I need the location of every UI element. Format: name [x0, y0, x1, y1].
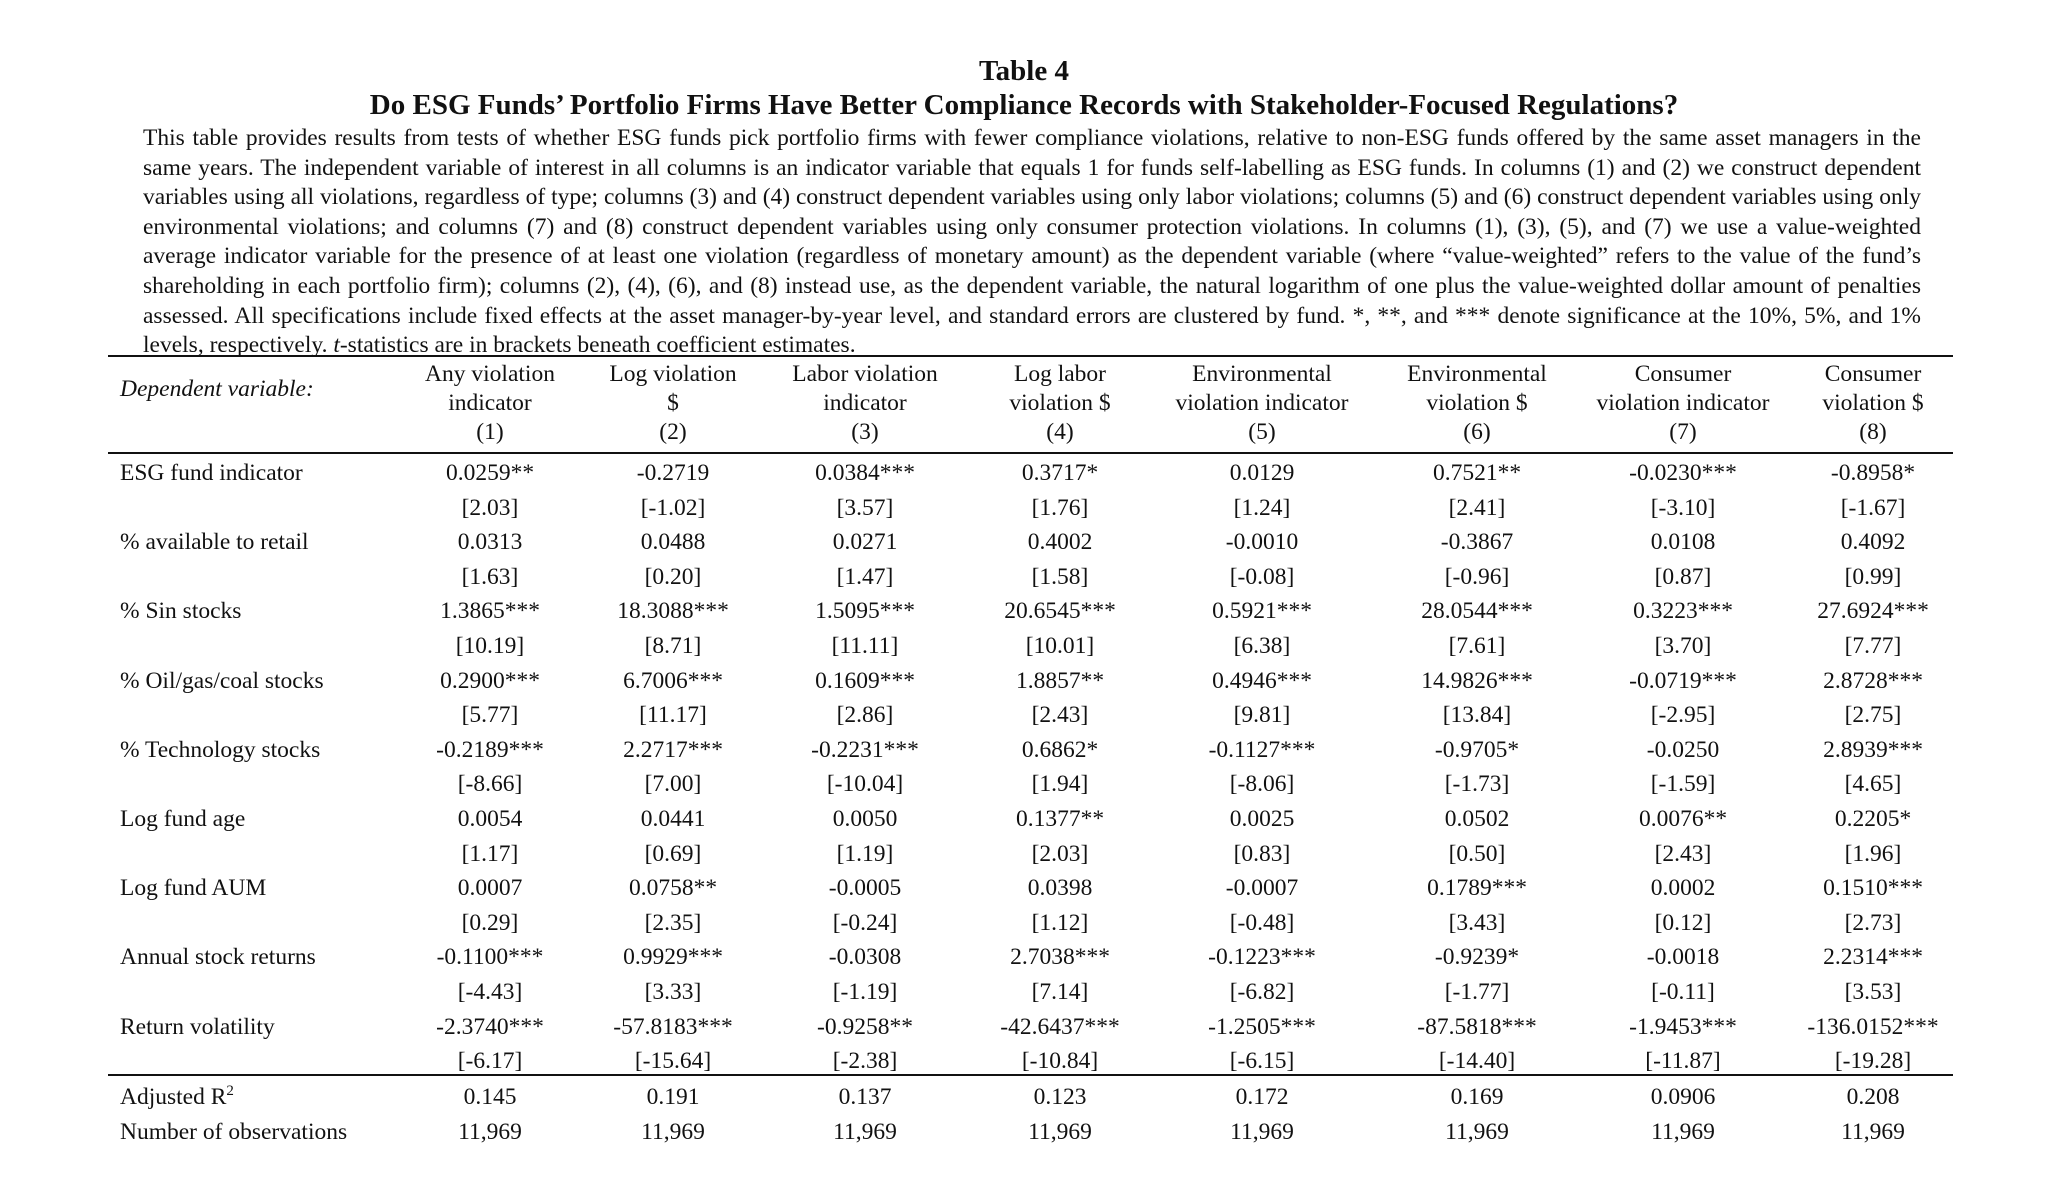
table-number: Table 4 [979, 55, 1069, 87]
table-cell: 0.1510*** [1823, 875, 1923, 902]
row-label-text: ESG fund indicator [120, 460, 303, 486]
row-label [120, 1010, 275, 1045]
table-cell: [2.73] [1844, 909, 1902, 936]
row-label [120, 456, 303, 491]
table-cell: -0.0010 [1225, 529, 1299, 556]
table-cell: 0.3717* [1021, 460, 1099, 486]
table-cell: [11.17] [639, 702, 707, 729]
table-cell: [0.87] [1654, 563, 1712, 590]
table-cell: 0.191 [646, 1084, 700, 1110]
row-label-text: % Technology stocks [120, 736, 321, 763]
table-cell: -0.0018 [1646, 944, 1720, 971]
table-cell: -0.1127*** [1208, 736, 1316, 763]
tstat-row [0, 1044, 1912, 1079]
coef-row [0, 1010, 1939, 1045]
table-cell: [7.77] [1844, 633, 1902, 659]
table-cell: 0.208 [1846, 1084, 1900, 1110]
table-cell: [1.12] [1031, 909, 1089, 936]
table-cell: 1.3865*** [440, 598, 540, 625]
table-cell: -0.9239* [1434, 944, 1520, 971]
table-cell: 0.0398 [1027, 875, 1093, 902]
table-cell: [-8.06] [1229, 771, 1295, 798]
caption-text-2: -statistics are in brackets beneath coefficient estimates. [339, 332, 856, 359]
column-header-num: (7) [1669, 419, 1697, 445]
coef-row [0, 940, 1923, 975]
dependent-variable-label: Dependent variable: [120, 376, 314, 402]
table-cell: 0.0002 [1650, 875, 1716, 902]
row-label [120, 1080, 234, 1115]
table-cell: [-2.95] [1650, 702, 1716, 729]
table-cell: -0.2719 [636, 460, 710, 486]
table-cell: 0.137 [838, 1084, 892, 1110]
top-rule [108, 355, 1953, 357]
table-cell: 0.0488 [640, 529, 706, 556]
table-cell: 0.0502 [1444, 806, 1510, 832]
table-cell: 0.172 [1235, 1084, 1289, 1110]
table-cell: 27.6924*** [1817, 598, 1929, 625]
row-label [120, 940, 316, 975]
table-cell: 20.6545*** [1004, 598, 1116, 625]
table-cell: 0.4946*** [1212, 667, 1312, 694]
column-header-5 [1152, 360, 1372, 447]
table-cell: 0.1789*** [1427, 875, 1527, 902]
footer-row [0, 1115, 1905, 1150]
table-cell: 2.8728*** [1823, 667, 1923, 694]
row-label-text: % available to retail [120, 529, 309, 556]
table-cell: 0.1377** [1015, 806, 1105, 832]
table-cell: 0.0050 [832, 806, 898, 832]
tstat-row [0, 698, 1902, 733]
table-cell: [-14.40] [1438, 1048, 1516, 1075]
table-cell: -1.9453*** [1629, 1013, 1737, 1040]
table-cell: [7.00] [644, 771, 702, 798]
column-header-line1: Any violation [425, 361, 555, 387]
column-header-line1: Log violation [609, 361, 737, 387]
table-cell: -0.0308 [828, 944, 902, 971]
table-cell: [-0.48] [1229, 909, 1295, 936]
table-cell: 11,969 [641, 1118, 705, 1145]
table-cell: [10.01] [1025, 633, 1095, 659]
column-header-4 [950, 360, 1170, 447]
table-cell: 0.0313 [457, 529, 523, 556]
table-cell: [3.53] [1844, 979, 1902, 1005]
table-cell: -0.0230*** [1629, 460, 1737, 486]
table-cell: [10.19] [455, 633, 525, 659]
row-label [120, 594, 241, 629]
table-cell: 0.3223*** [1633, 598, 1733, 625]
column-header-line2: violation indicator [1175, 390, 1349, 416]
coef-row [0, 664, 1923, 699]
table-cell: 1.8857** [1015, 667, 1105, 694]
table-cell: [1.94] [1031, 771, 1089, 798]
column-header-line2: violation $ [1009, 390, 1111, 416]
table-cell: -136.0152*** [1807, 1013, 1939, 1040]
coef-row [0, 871, 1923, 906]
table-cell: [7.61] [1448, 633, 1506, 659]
column-header-line2: $ [667, 390, 679, 416]
column-header-num: (2) [659, 419, 687, 445]
table-cell: -0.3867 [1440, 529, 1514, 556]
table-caption [143, 124, 1921, 361]
table-cell: [-1.19] [832, 979, 898, 1005]
table-cell: -0.1100*** [436, 944, 544, 971]
table-cell: -0.9258** [817, 1013, 913, 1040]
table-cell: 0.0007 [457, 875, 523, 902]
row-label [120, 802, 245, 837]
row-label-text: % Oil/gas/coal stocks [120, 667, 324, 694]
table-cell: 11,969 [1230, 1118, 1294, 1145]
table-cell: [-19.28] [1834, 1048, 1912, 1075]
tstat-row [0, 767, 1902, 802]
table-cell: [1.17] [461, 840, 519, 867]
table-cell: [2.35] [644, 909, 702, 936]
table-cell: [9.81] [1233, 702, 1291, 729]
table-cell: [1.58] [1031, 563, 1089, 590]
table-cell: [-2.38] [832, 1048, 898, 1075]
table-cell: [3.57] [836, 494, 894, 521]
column-header-num: (8) [1859, 419, 1887, 445]
table-cell: 11,969 [1445, 1118, 1509, 1145]
table-cell: 6.7006*** [623, 667, 723, 694]
column-header-line1: Consumer [1634, 361, 1732, 387]
table-cell: -57.8183*** [613, 1013, 733, 1040]
table-cell: [-1.67] [1840, 494, 1906, 521]
table-cell: 0.0076** [1638, 806, 1728, 832]
table-cell: [8.71] [644, 633, 702, 659]
column-header-3 [755, 360, 975, 447]
table-cell: 0.4002 [1027, 529, 1093, 556]
table-cell: [1.24] [1233, 494, 1291, 521]
table-title: Do ESG Funds’ Portfolio Firms Have Better Compliance Records with Stakeholder-Focused Regulations? [369, 89, 1679, 121]
column-header-line1: Log labor [1013, 361, 1106, 387]
table-cell: [-10.84] [1021, 1048, 1099, 1075]
coef-row [0, 594, 1929, 629]
column-header-7 [1573, 360, 1793, 447]
table-cell: [-6.82] [1229, 979, 1295, 1005]
table-cell: [-1.73] [1444, 771, 1510, 798]
table-cell: [3.33] [644, 979, 702, 1005]
coef-row [0, 733, 1923, 768]
table-cell: -42.6437*** [1000, 1013, 1120, 1040]
column-header-line1: Labor violation [792, 361, 938, 387]
table-cell: 14.9826*** [1421, 667, 1533, 694]
table-cell: 0.0384*** [815, 460, 915, 486]
column-header-line2: indicator [823, 390, 907, 416]
column-header-line2: indicator [448, 390, 532, 416]
table-cell: -87.5818*** [1417, 1013, 1537, 1040]
table-cell: [11.11] [831, 633, 899, 659]
table-cell: 0.0054 [457, 806, 523, 832]
tstat-row [0, 975, 1902, 1010]
row-label [120, 1115, 347, 1150]
column-header-line1: Environmental [1407, 361, 1547, 387]
table-cell: [2.43] [1654, 840, 1712, 867]
column-header-8 [1763, 360, 1983, 447]
table-cell: 0.0108 [1650, 529, 1716, 556]
column-header-line2: violation $ [1822, 390, 1924, 416]
table-cell: 0.0441 [640, 806, 706, 832]
column-header-line2: violation indicator [1596, 390, 1770, 416]
table-cell: 11,969 [833, 1118, 897, 1145]
table-cell: 11,969 [1028, 1118, 1092, 1145]
footer-row [0, 1080, 1900, 1115]
table-cell: 0.0271 [832, 529, 898, 556]
table-cell: [2.03] [1031, 840, 1089, 867]
coef-row [0, 802, 1912, 837]
table-cell: [3.70] [1654, 633, 1712, 659]
row-label-text: Number of observations [120, 1118, 348, 1145]
table-cell: 11,969 [458, 1118, 522, 1145]
table-cell: 2.7038*** [1010, 944, 1110, 971]
table-cell: [1.96] [1844, 840, 1902, 867]
table-cell: [2.41] [1448, 494, 1506, 521]
tstat-row [0, 629, 1902, 664]
column-header-line1: Environmental [1192, 361, 1332, 387]
row-label-text: Adjusted R [120, 1084, 227, 1110]
table-cell: 0.5921*** [1212, 598, 1312, 625]
table-cell: 0.2205* [1834, 806, 1912, 832]
row-label-text: Return volatility [120, 1013, 275, 1040]
table-cell: 0.123 [1033, 1084, 1087, 1110]
row-label-text: Log fund age [120, 806, 246, 832]
table-cell: -0.2231*** [811, 736, 919, 763]
table-cell: 0.1609*** [815, 667, 915, 694]
table-cell: [-4.43] [457, 979, 523, 1005]
table-cell: [-0.24] [832, 909, 898, 936]
table-cell: 0.0906 [1650, 1084, 1716, 1110]
table-cell: -0.0719*** [1629, 667, 1737, 694]
table-cell: 0.145 [463, 1084, 517, 1110]
table-cell: [2.03] [461, 494, 519, 521]
table-cell: -0.0005 [828, 875, 902, 902]
table-cell: -0.9705* [1434, 736, 1520, 763]
table-cell: [-6.17] [457, 1048, 523, 1075]
table-cell: [0.99] [1844, 563, 1902, 590]
tstat-row [0, 837, 1902, 872]
table-cell: [6.38] [1233, 633, 1291, 659]
table-cell: -0.0007 [1225, 875, 1299, 902]
header-rule [108, 452, 1953, 454]
coef-row [0, 525, 1906, 560]
table-cell: -0.8958* [1830, 460, 1916, 486]
table-cell: 0.0259** [445, 460, 535, 486]
tstat-row [0, 560, 1902, 595]
table-cell: -2.3740*** [436, 1013, 544, 1040]
column-header-num: (5) [1248, 419, 1276, 445]
table-cell: [0.20] [644, 563, 702, 590]
table-cell: [2.86] [836, 702, 894, 729]
column-header-num: (1) [476, 419, 504, 445]
column-header-6 [1367, 360, 1587, 447]
table-cell: 28.0544*** [1421, 598, 1533, 625]
table-cell: [1.63] [461, 563, 519, 590]
table-cell: -1.2505*** [1208, 1013, 1316, 1040]
column-header-line2: violation $ [1426, 390, 1528, 416]
column-header-num: (6) [1463, 419, 1491, 445]
column-header-2 [563, 360, 783, 447]
table-cell: 0.9929*** [623, 944, 723, 971]
table-cell: 0.0129 [1229, 460, 1295, 486]
table-cell: -0.2189*** [436, 736, 544, 763]
table-cell: 2.8939*** [1823, 736, 1923, 763]
table-cell: [13.84] [1442, 702, 1512, 729]
table-cell: [1.19] [836, 840, 894, 867]
table-cell: [3.43] [1448, 909, 1506, 936]
table-cell: 0.0758** [628, 875, 718, 902]
row-label [120, 525, 309, 560]
table-cell: 11,969 [1841, 1118, 1905, 1145]
table-cell: [-8.66] [457, 771, 523, 798]
table-cell: [1.47] [836, 563, 894, 590]
table-cell: [2.75] [1844, 702, 1902, 729]
coef-row [0, 456, 1916, 491]
row-label-text: Log fund AUM [120, 875, 267, 902]
table-cell: [7.14] [1031, 979, 1089, 1005]
tstat-row [0, 906, 1902, 941]
table-cell: 0.0025 [1229, 806, 1295, 832]
table-cell: [0.29] [461, 909, 519, 936]
tstat-row [0, 491, 1906, 526]
table-cell: [-0.08] [1229, 563, 1295, 590]
row-label-text: % Sin stocks [120, 598, 242, 625]
table-cell: 0.4092 [1840, 529, 1906, 556]
table-cell: [1.76] [1031, 494, 1089, 521]
table-cell: [0.69] [644, 840, 702, 867]
table-cell: [0.50] [1448, 840, 1506, 867]
row-label-text: Annual stock returns [120, 944, 316, 971]
table-cell: [-1.77] [1444, 979, 1510, 1005]
table-cell: [-0.11] [1651, 979, 1715, 1005]
table-cell: -0.1223*** [1208, 944, 1316, 971]
table-cell: [-1.02] [640, 494, 706, 521]
table-cell: 2.2717*** [623, 736, 723, 763]
row-label [120, 733, 320, 768]
table-cell: 1.5095*** [815, 598, 915, 625]
table-cell: [-10.04] [826, 771, 904, 798]
caption-italic-t: t [333, 332, 340, 359]
table-cell: [2.43] [1031, 702, 1089, 729]
row-label [120, 664, 324, 699]
table-cell: 2.2314*** [1823, 944, 1923, 971]
column-header-line1: Consumer [1824, 361, 1922, 387]
table-cell: [-6.15] [1229, 1048, 1295, 1075]
column-header-num: (4) [1046, 419, 1074, 445]
table-cell: 0.7521** [1432, 460, 1522, 486]
table-cell: [0.12] [1654, 909, 1712, 936]
table-cell: [5.77] [461, 702, 519, 729]
column-header-num: (3) [851, 419, 879, 445]
table-cell: -0.0250 [1646, 736, 1720, 763]
table-cell: [-1.59] [1650, 771, 1716, 798]
table-cell: [-11.87] [1645, 1048, 1721, 1075]
table-cell: 18.3088*** [617, 598, 729, 625]
row-label [120, 871, 266, 906]
table-cell: [-15.64] [634, 1048, 712, 1075]
table-cell: 0.6862* [1021, 736, 1099, 763]
row-label-superscript: 2 [226, 1083, 234, 1100]
table-cell: [0.83] [1233, 840, 1291, 867]
table-cell: 0.169 [1450, 1084, 1504, 1110]
table-cell: [4.65] [1844, 771, 1902, 798]
table-cell: [-3.10] [1650, 494, 1716, 521]
table-cell: [-0.96] [1444, 563, 1510, 590]
table-cell: 0.2900*** [440, 667, 540, 694]
caption-text-1: This table provides results from tests of whether ESG funds pick portfolio firms with fewer compliance violations, relative to non-ESG funds offered by the same asset managers in the same years. The independent variable of interest in all columns is an indicator variable that equals 1 for funds self-labelling as ESG funds. In columns (1) and (2) we construct dependent variables using all violations, regardless of type; columns (3) and (4) construct dependent variables using only labor violations; columns (5) and (6) construct dependent variables using only environmental violations; and columns (7) and (8) construct dependent variables using only consumer protection violations. In columns (1), (3), (5), and (7) we use a value-weighted average indicator variable for the presence of at least one violation (regardless of monetary amount) as the dependent variable (where “value-weighted” refers to the value of the fund’s shareholding in each portfolio firm); columns (2), (4), (6), and (8) instead use, as the dependent variable, the natural logarithm of one plus the value-weighted dollar amount of penalties assessed. All specifications include fixed effects at the asset manager-by-year level, and standard errors are clustered by fund. *, **, and *** denote significance at the 10%, 5%, and 1% levels, respectively. [143, 125, 1921, 359]
table-cell: 11,969 [1651, 1118, 1715, 1145]
